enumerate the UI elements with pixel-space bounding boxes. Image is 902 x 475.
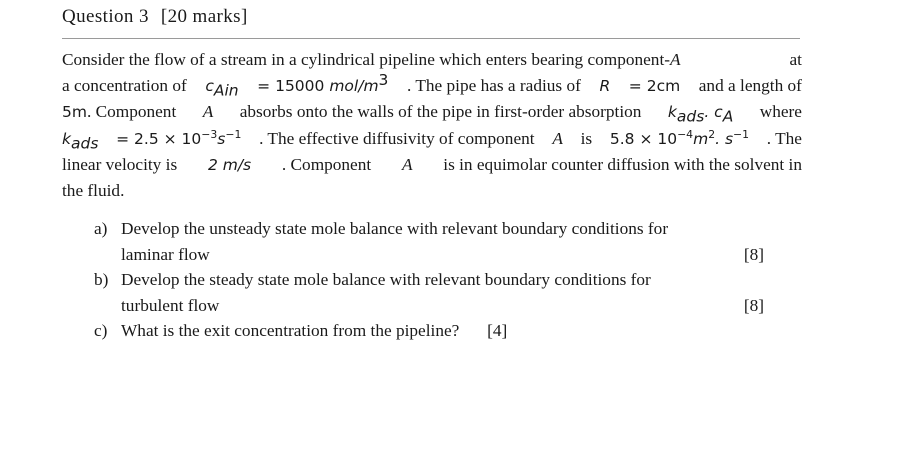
sub-question-text: Develop the steady state mole balance with relevant boundary conditions for — [121, 270, 651, 290]
sub-question-text-cont: laminar flow — [121, 244, 210, 264]
question-marks: [20 marks] — [160, 6, 248, 27]
paragraph-line-4: $k_{ads}$ = $2.5 \times 10^{-3}s^{-1}$ . The effective diffusivity of component A is $5.8 \times 10^{-4}m^2$. $s^{-1}$ . The — [62, 127, 802, 153]
question-header — [62, 6, 248, 28]
question-title: Question 3 — [62, 6, 149, 27]
sub-question-marks: [8] — [743, 244, 764, 264]
header-divider — [62, 38, 800, 39]
sub-question-c — [94, 318, 764, 344]
paragraph-line-1: Consider the flow of a stream in a cylindrical pipeline which enters bearing component-A at — [62, 50, 802, 69]
sub-question-label: a) — [94, 219, 108, 238]
sub-question-text: Develop the unsteady state mole balance with relevant boundary conditions for — [121, 219, 669, 238]
paragraph-line-3: 5m. Component A absorbs onto the walls of the pipe in first-order absorption $k_{ads}$. $c_A$ where — [62, 102, 802, 126]
sub-question-label: c) — [94, 321, 108, 341]
sub-question-text: What is the exit concentration from the pipeline? — [121, 321, 460, 341]
question-paragraph — [62, 47, 802, 204]
paragraph-line-6: the fluid. — [62, 180, 125, 200]
sub-question-marks: [4] — [487, 321, 508, 341]
sub-question-label: b) — [94, 270, 109, 290]
sub-question-b — [94, 267, 764, 318]
sub-question-text-cont: turbulent flow — [121, 295, 220, 315]
sub-question-marks: [8] — [743, 295, 764, 315]
paragraph-line-2: a concentration of $c_{Ain}$ = 15000 mol/$m^3$ . The pipe has a radius of R = 2cm and a length of — [62, 71, 802, 100]
sub-questions — [94, 216, 764, 344]
paragraph-line-5: linear velocity is 2 m/s . Component A is in equimolar counter diffusion with the solvent in — [62, 154, 802, 174]
sub-question-a — [94, 216, 764, 267]
